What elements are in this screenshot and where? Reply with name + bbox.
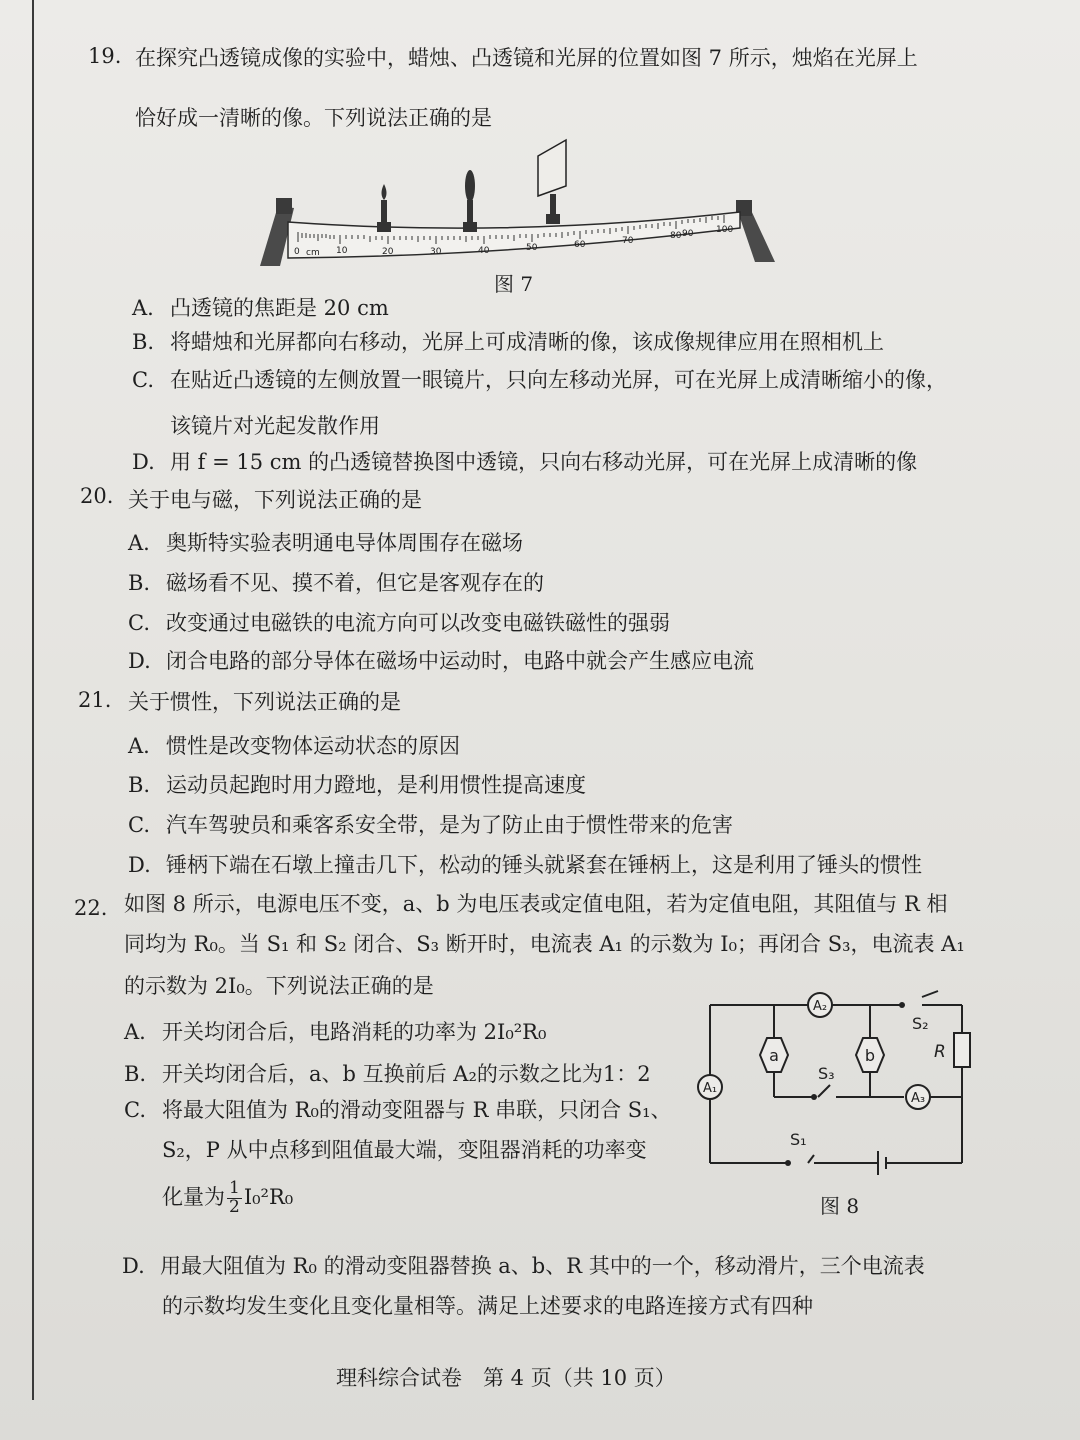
q22-option-a: A. 开关均闭合后，电路消耗的功率为 2I₀²R₀ <box>124 1020 547 1044</box>
q22-option-c: C. 将最大阻值为 R₀的滑动变阻器与 R 串联，只闭合 S₁、 <box>124 1098 672 1122</box>
q22-option-d-line2: 的示数均发生变化且变化量相等。满足上述要求的电路连接方式有四种 <box>162 1294 813 1318</box>
q21-option-d: D. 锤柄下端在石墩上撞击几下，松动的锤头就紧套在锤柄上，这是利用了锤头的惯性 <box>128 853 922 877</box>
label-s1: S₁ <box>790 1130 807 1149</box>
q22-option-d: D. 用最大阻值为 R₀ 的滑动变阻器替换 a、b、R 其中的一个，移动滑片，三个电流表 <box>122 1254 925 1278</box>
label-s2: S₂ <box>912 1014 929 1033</box>
q19-stem-line2: 恰好成一清晰的像。下列说法正确的是 <box>135 106 492 130</box>
ammeter-a1-icon <box>698 1075 722 1099</box>
light-screen-icon <box>538 140 566 224</box>
svg-text:A₃: A₃ <box>910 1091 926 1106</box>
q20-number: 20. <box>80 484 114 508</box>
q21-option-b: B. 运动员起跑时用力蹬地，是利用惯性提高速度 <box>128 773 586 797</box>
q21-number: 21. <box>78 688 112 712</box>
label-s3: S₃ <box>818 1064 835 1083</box>
q21-option-c: C. 汽车驾驶员和乘客系安全带，是为了防止由于惯性带来的危害 <box>128 813 733 837</box>
q19-option-a: A. 凸透镜的焦距是 20 cm <box>132 296 389 320</box>
q22-option-b: B. 开关均闭合后，a、b 互换前后 A₂的示数之比为1：2 <box>124 1062 651 1086</box>
ruler-tick-20: 20 <box>382 247 394 257</box>
ruler-tick-40: 40 <box>478 246 490 256</box>
ruler-tick-0: 0 <box>294 247 300 257</box>
svg-text:A₂: A₂ <box>812 999 828 1014</box>
element-b-icon <box>856 1038 884 1072</box>
q22-option-c-line3: 化量为 $\frac{1}{2}$ I₀²R₀ <box>162 1178 294 1217</box>
q20-option-b: B. 磁场看不见、摸不着，但它是客观存在的 <box>128 571 544 595</box>
q19-option-c: C. 在贴近凸透镜的左侧放置一眼镜片，只向左移动光屏，可在光屏上成清晰缩小的像， <box>132 368 947 392</box>
figure8-circuit <box>690 985 980 1175</box>
page-footer: 理科综合试卷 第 4 页（共 10 页） <box>336 1366 676 1390</box>
ruler-tick-50: 50 <box>526 243 538 253</box>
candle-icon <box>377 184 391 232</box>
q21-stem: 关于惯性，下列说法正确的是 <box>128 690 401 714</box>
ruler-tick-70: 70 <box>622 236 634 246</box>
ruler-tick-60: 60 <box>574 240 586 250</box>
q20-stem: 关于电与磁，下列说法正确的是 <box>128 488 422 512</box>
q22-number: 22. <box>74 896 108 920</box>
svg-text:a: a <box>769 1046 779 1065</box>
q19-number: 19. <box>88 44 122 68</box>
ruler-unit: cm <box>306 248 320 258</box>
binding-line <box>32 0 34 1400</box>
ruler-tick-100: 100 <box>716 225 734 235</box>
q20-option-a: A. 奥斯特实验表明通电导体周围存在磁场 <box>128 531 523 555</box>
q19-option-b: B. 将蜡烛和光屏都向右移动，光屏上可成清晰的像，该成像规律应用在照相机上 <box>132 330 884 354</box>
figure8-caption: 图 8 <box>820 1194 860 1218</box>
ruler-tick-90: 90 <box>682 229 694 239</box>
q20-option-d: D. 闭合电路的部分导体在磁场中运动时，电路中就会产生感应电流 <box>128 649 754 673</box>
ruler-tick-30: 30 <box>430 247 442 257</box>
q20-option-c: C. 改变通过电磁铁的电流方向可以改变电磁铁磁性的强弱 <box>128 611 670 635</box>
q22-stem-line2: 同均为 R₀。当 S₁ 和 S₂ 闭合、S₃ 断开时，电流表 A₁ 的示数为 I₀；再闭合 S₃，电流表 A₁ <box>124 932 965 956</box>
figure7-caption: 图 7 <box>494 272 534 296</box>
svg-text:b: b <box>864 1046 876 1065</box>
q19-option-d: D. 用 f = 15 cm 的凸透镜替换图中透镜，只向右移动光屏，可在光屏上成清晰的像 <box>132 450 918 474</box>
label-r: R <box>934 1042 946 1062</box>
q19-option-c-line2: 该镜片对光起发散作用 <box>170 414 380 438</box>
convex-lens-icon <box>463 170 477 232</box>
svg-text:A₁: A₁ <box>702 1081 718 1096</box>
ruler-tick-80: 80 <box>670 231 682 241</box>
q21-option-a: A. 惯性是改变物体运动状态的原因 <box>128 734 460 758</box>
q22-stem-line3: 的示数为 2I₀。下列说法正确的是 <box>124 974 434 998</box>
ruler-tick-10: 10 <box>336 246 348 256</box>
ammeter-a2-icon <box>808 993 832 1017</box>
q22-stem-line1: 如图 8 所示，电源电压不变，a、b 为电压表或定值电阻，若为定值电阻，其阻值与 R 相 <box>124 892 948 916</box>
q22-option-c-line2: S₂，P 从中点移到阻值最大端，变阻器消耗的功率变 <box>162 1138 647 1162</box>
figure7-optical-bench <box>250 138 780 270</box>
ammeter-a3-icon <box>906 1085 930 1109</box>
fraction-one-half: $\frac{1}{2}$ <box>229 1178 240 1217</box>
element-a-icon <box>760 1038 788 1072</box>
q19-stem-line1: 在探究凸透镜成像的实验中，蜡烛、凸透镜和光屏的位置如图 7 所示，烛焰在光屏上 <box>135 46 918 70</box>
